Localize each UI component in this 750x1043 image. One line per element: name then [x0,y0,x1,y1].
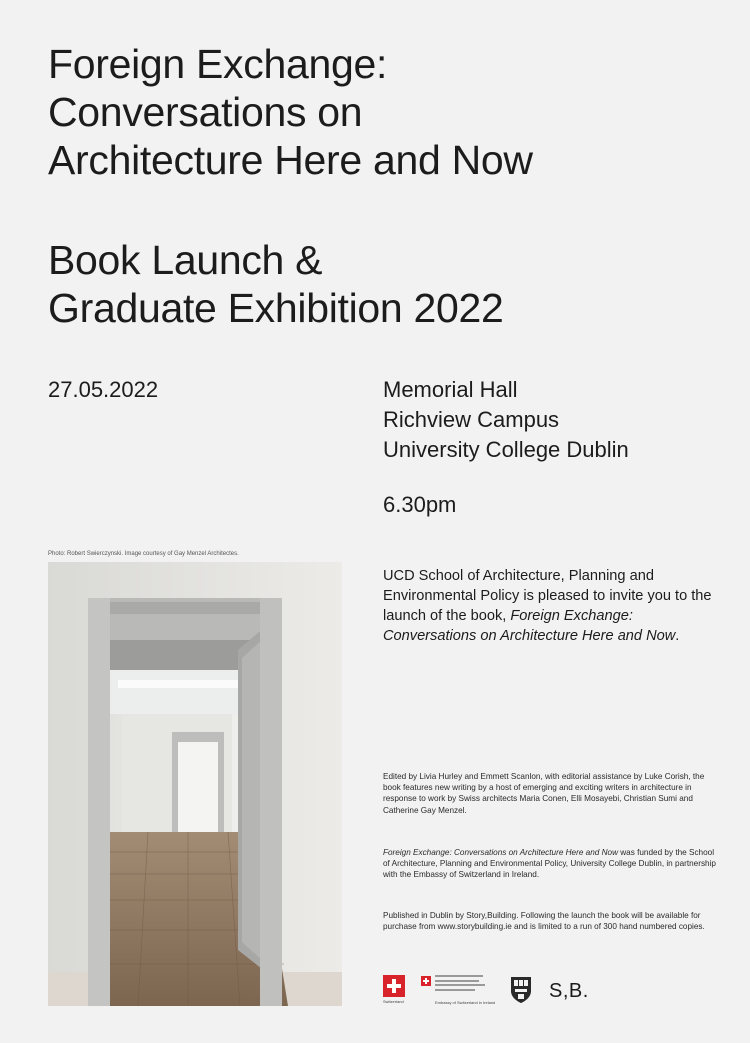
venue-line-2: Richview Campus [383,407,560,432]
sponsor-logos [383,975,713,1011]
event-date: 27.05.2022 [48,377,159,402]
doorway-photo [48,562,342,1006]
swiss-confederation-lettering [435,975,485,993]
venue-line-3: University College Dublin [383,437,629,462]
event-title [48,236,728,332]
swiss-caption: Switzerland [383,999,404,1004]
invitation-text [383,566,713,646]
event-title-line-1: Book Launch & [48,237,323,283]
event-title-line-2: Graduate Exhibition 2022 [48,285,504,331]
story-building-logo: S,B. [549,980,589,1002]
funding-book-title: Foreign Exchange: Conversations on Architecture Here and Now [383,848,618,857]
book-title [48,40,728,184]
publishing-paragraph: Published in Dublin by Story,Building. Following the launch the book will be available for purchase from www.storybuilding.ie and is limited to a run of 300 hand numbered copies. [383,911,705,932]
embassy-caption: Embassy of Switzerland in Ireland [435,1000,496,1005]
book-title-line-3: Architecture Here and Now [48,137,533,183]
funding-paragraph [383,847,718,881]
book-title-line-2: Conversations on [48,89,363,135]
invitation-body: UCD School of Architecture, Planning and Environmental Policy is pleased to invite you to the launch of the book, [383,568,712,624]
venue-line-1: Memorial Hall [383,377,518,402]
swiss-confederation-cross-icon [421,976,431,986]
event-venue [383,375,629,465]
editor-paragraph: Edited by Livia Hurley and Emmett Scanlon, with editorial assistance by Luke Corish, the book features new writing by a host of emerging and exciting writers in architecture in response to work by Swiss architects Maria Conen, Elli Mosayebi, Christian Sumi and Catherine Gay Menzel. [383,772,705,815]
funding-text: was funded by the School of Architecture, Planning and Environmental Policy, University College Dublin, in partnership with the Embassy of Switzerland in Ireland. [383,848,716,880]
doorway-photo-illustration [48,562,342,1006]
photo-credit: Photo: Robert Swierczynski. Image courtesy of Gay Menzel Architectes. [48,551,239,557]
book-title-line-1: Foreign Exchange: [48,41,388,87]
invitation-end: . [675,628,680,644]
swiss-flag-icon [383,975,405,997]
invitation-book-title: Foreign Exchange: Conversations on Architecture Here and Now [383,608,676,644]
ucd-crest-icon [509,975,533,1005]
event-time: 6.30pm [383,492,457,517]
